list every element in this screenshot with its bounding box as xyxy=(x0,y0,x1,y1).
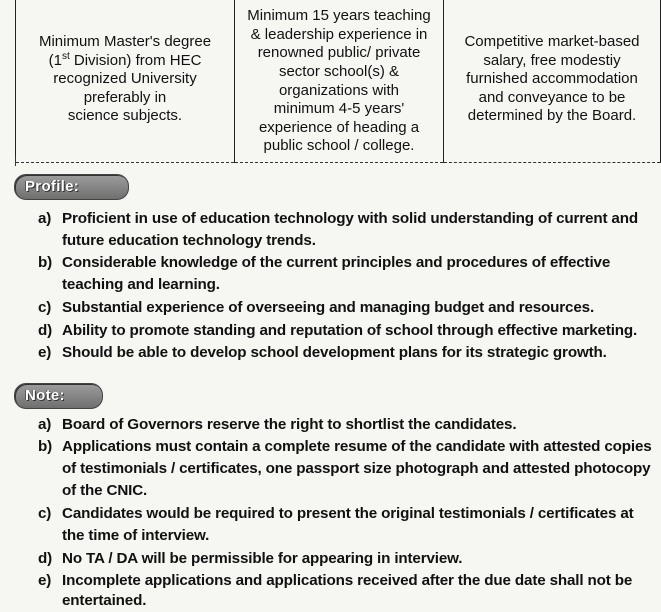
experience-line: & leadership experience in xyxy=(250,25,428,43)
list-marker: b) xyxy=(38,254,53,271)
experience-line: experience of heading a xyxy=(258,118,420,136)
experience-line: organizations with xyxy=(278,81,400,99)
list-marker: d) xyxy=(38,322,53,339)
list-item-text: Incomplete applications and applications received after the due date shall not be xyxy=(62,572,633,589)
compensation-line: and conveyance to be xyxy=(478,88,626,106)
list-item-text: teaching and learning. xyxy=(62,276,220,293)
experience-line: public school / college. xyxy=(263,137,415,155)
list-marker: c) xyxy=(38,299,52,316)
experience-cell xyxy=(235,0,444,163)
list-item-text: Proficient in use of education technology with solid understanding of current and xyxy=(62,210,638,227)
list-item-text: Board of Governors reserve the right to shortlist the candidates. xyxy=(62,416,517,433)
list-marker: b) xyxy=(38,438,53,455)
list-item-text: Substantial experience of overseeing and managing budget and resources. xyxy=(62,299,595,316)
profile-section-label xyxy=(14,174,129,200)
note-item-e xyxy=(38,570,642,609)
list-item-text: future education technology trends. xyxy=(62,232,316,249)
table-corner-mark xyxy=(15,156,22,166)
list-item-text: of testimonials / certificates, one passport size photograph and attested photocopy xyxy=(62,460,651,477)
requirements-table xyxy=(15,0,661,163)
list-item-text: Should be able to develop school development plans for its strategic growth. xyxy=(62,344,607,361)
list-item-text: Applications must contain a complete resume of the candidate with attested copies xyxy=(62,438,652,455)
list-marker: e) xyxy=(38,344,52,361)
list-marker: d) xyxy=(38,550,53,567)
qualification-line: Minimum Master's degree xyxy=(38,33,212,51)
note-section-label xyxy=(14,383,103,409)
experience-line: Minimum 15 years teaching xyxy=(247,7,431,25)
experience-line: renowned public/ private xyxy=(257,44,421,62)
compensation-line: Competitive market-based xyxy=(464,33,640,51)
list-item-text: Considerable knowledge of the current principles and procedures of effective xyxy=(62,254,611,271)
list-marker: a) xyxy=(38,210,52,227)
list-item-text: of the CNIC. xyxy=(62,482,148,499)
compensation-line: determined by the Board. xyxy=(467,107,637,125)
qualification-line: (1st Division) from HEC xyxy=(48,50,202,69)
qualification-line: preferably in xyxy=(83,88,167,106)
table-row xyxy=(16,0,661,163)
list-marker: e) xyxy=(38,572,52,589)
experience-line: minimum 4-5 years' xyxy=(273,100,405,118)
qualification-line: recognized University xyxy=(53,70,197,88)
list-item-text: Candidates would be required to present the original testimonials / certificates at xyxy=(62,505,634,522)
compensation-cell xyxy=(444,0,661,163)
list-item-text: entertained. xyxy=(62,592,147,609)
compensation-line: salary, free modestiy xyxy=(483,51,621,69)
list-item-text: No TA / DA will be permissible for appearing in interview. xyxy=(62,550,463,567)
list-marker: a) xyxy=(38,416,52,433)
experience-line: sector school(s) & xyxy=(278,62,400,80)
note-label-text: Note: xyxy=(25,387,65,404)
list-item-text: the time of interview. xyxy=(62,527,210,544)
qualification-line: science subjects. xyxy=(67,107,183,125)
compensation-line: furnished accommodation xyxy=(466,70,638,88)
profile-label-text: Profile: xyxy=(25,178,80,195)
list-item-text: Ability to promote standing and reputation of school through effective marketing. xyxy=(62,322,638,339)
list-marker: c) xyxy=(38,505,52,522)
qualification-cell xyxy=(16,0,235,163)
